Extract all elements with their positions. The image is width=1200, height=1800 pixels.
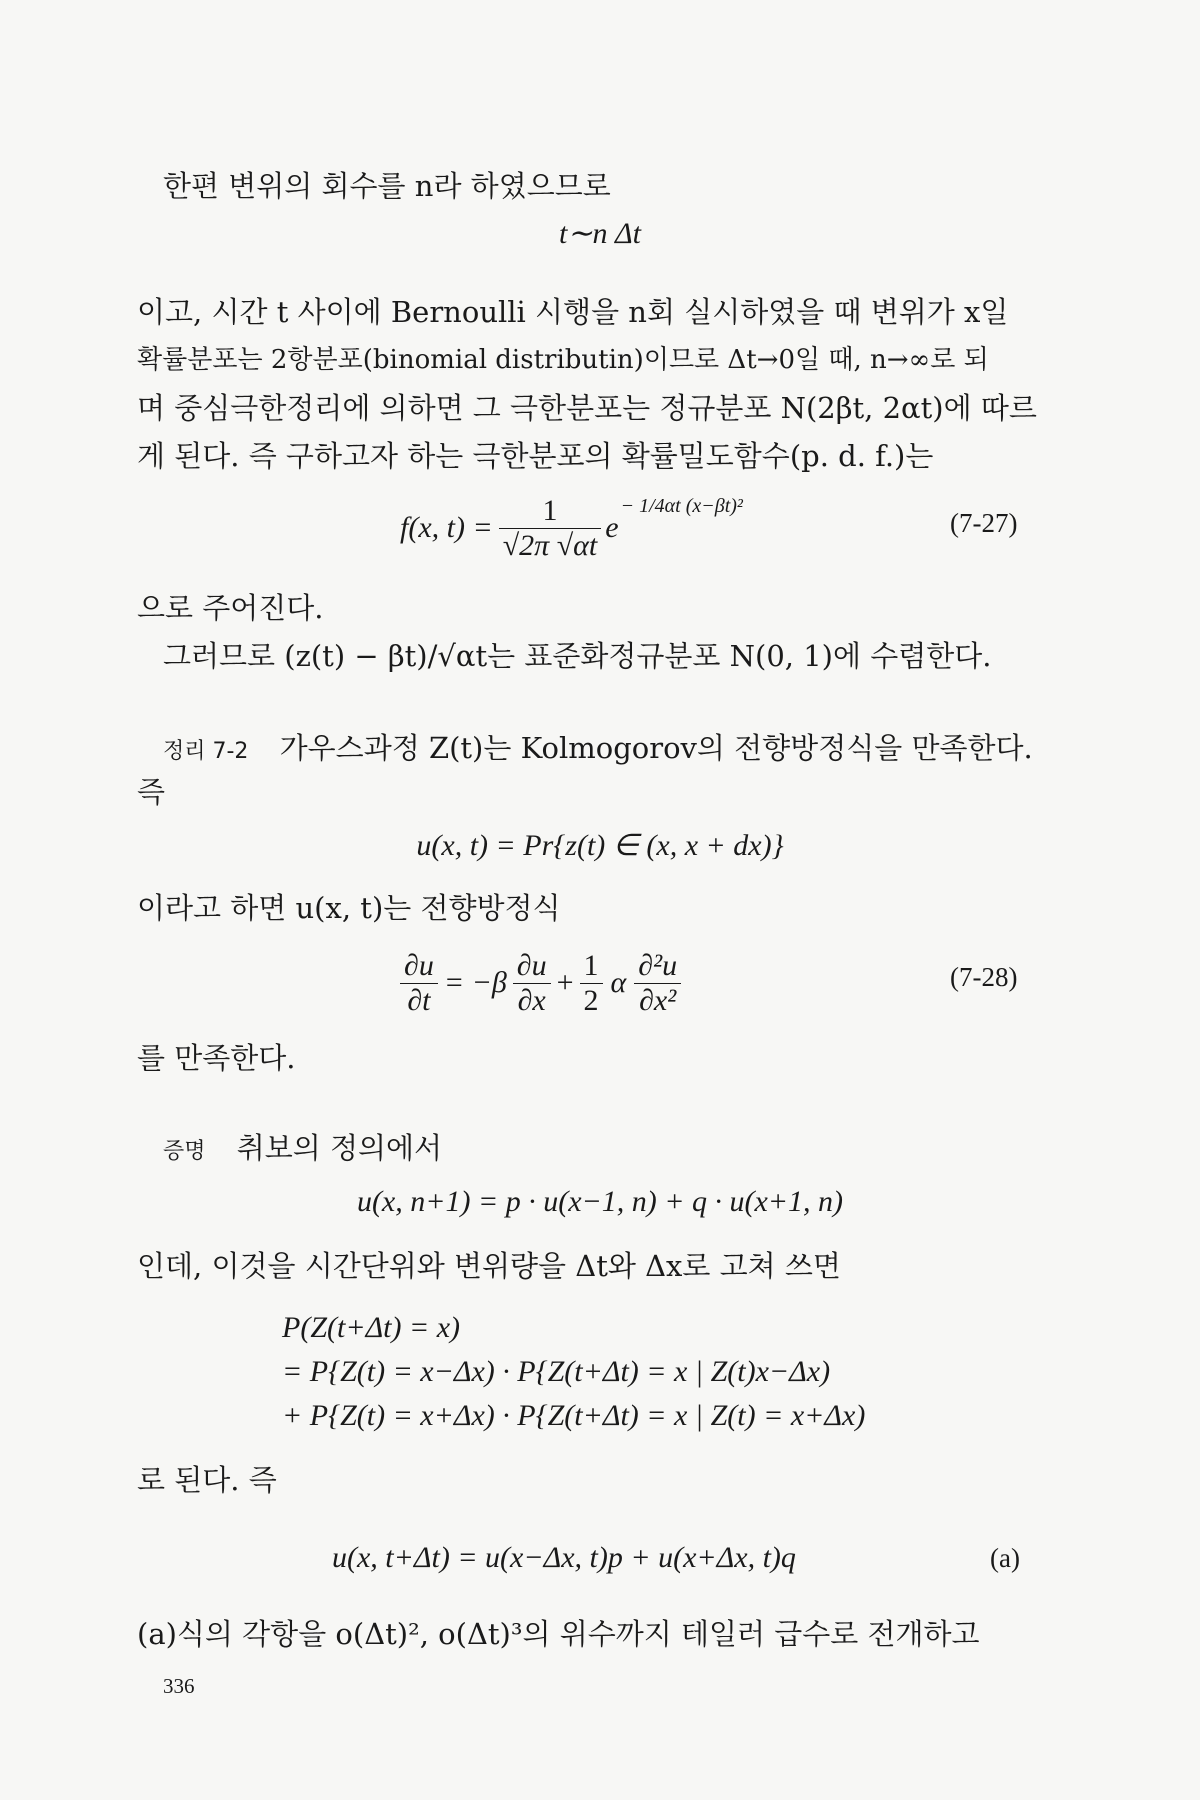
equation-prob-line-3: + P{Z(t) = x+Δx) · P{Z(t+Δt) = x | Z(t) = x+Δx) bbox=[282, 1399, 866, 1432]
eq28-term1-numerator: ∂u bbox=[513, 949, 551, 984]
eq27-exponent: − 1/4αt (x−βt)² bbox=[620, 494, 743, 517]
eq28-lhs-fraction bbox=[400, 949, 438, 1018]
paragraph-5: 이라고 하면 u(x, t)는 전향방정식 bbox=[137, 891, 561, 925]
eq27-exp-base: e bbox=[605, 511, 619, 544]
equation-number-a: (a) bbox=[990, 1543, 1020, 1573]
equation-number-7-27: (7-27) bbox=[950, 508, 1018, 538]
theorem-text: 가우스과정 Z(t)는 Kolmogorov의 전향방정식을 만족한다. bbox=[279, 731, 1033, 765]
eq28-term1-denominator: ∂x bbox=[517, 983, 546, 1017]
paragraph-2-line-1: 이고, 시간 t 사이에 Bernoulli 시행을 n회 실시하였을 때 변위가 x일 bbox=[137, 295, 1009, 329]
eq28-alpha: α bbox=[610, 966, 627, 999]
paragraph-2-line-3: 며 중심극한정리에 의하면 그 극한분포는 정규분포 N(2βt, 2αt)에 따르 bbox=[137, 391, 1037, 425]
eq28-lhs-denominator: ∂t bbox=[407, 983, 431, 1017]
eq27-denominator: √2π √αt bbox=[502, 528, 598, 562]
eq28-term1-fraction bbox=[513, 949, 551, 1018]
eq28-lhs-numerator: ∂u bbox=[400, 949, 438, 984]
proof-text: 취보의 정의에서 bbox=[236, 1131, 443, 1165]
paragraph-3: 으로 주어진다. bbox=[137, 591, 324, 625]
eq28-term2-fraction bbox=[634, 949, 681, 1018]
eq28-term2-denominator: ∂x² bbox=[639, 983, 677, 1017]
eq27-numerator: 1 bbox=[499, 494, 602, 529]
paragraph-2-line-2: 확률분포는 2항분포(binomial distributin)이므로 Δt→0일 때, n→∞로 되 bbox=[137, 345, 989, 375]
equation-7-28 bbox=[400, 938, 681, 1028]
equation-a: u(x, t+Δt) = u(x−Δx, t)p + u(x+Δx, t)q bbox=[332, 1541, 796, 1574]
eq28-term2-numerator: ∂²u bbox=[634, 949, 681, 984]
equation-number-7-28: (7-28) bbox=[950, 962, 1018, 992]
proof-label: 증명 bbox=[163, 1139, 206, 1164]
paragraph-7: 인데, 이것을 시간단위와 변위량을 Δt와 Δx로 고쳐 쓰면 bbox=[137, 1249, 841, 1283]
theorem-text-2: 즉 bbox=[137, 775, 166, 809]
equation-t-approx: t∼n Δt bbox=[559, 217, 641, 250]
eq28-half-denominator: 2 bbox=[583, 983, 599, 1017]
eq28-equals-beta: = −β bbox=[443, 966, 507, 999]
eq28-half-fraction bbox=[580, 949, 603, 1018]
theorem-label: 정리 7-2 bbox=[163, 739, 249, 764]
eq27-lhs: f(x, t) = bbox=[400, 511, 493, 544]
eq27-fraction bbox=[499, 494, 602, 563]
paragraph-9: (a)식의 각항을 o(Δt)², o(Δt)³의 위수까지 테일러 급수로 전개하고 bbox=[137, 1617, 980, 1651]
equation-recursion: u(x, n+1) = p · u(x−1, n) + q · u(x+1, n) bbox=[356, 1185, 844, 1218]
eq28-plus: + bbox=[556, 966, 574, 999]
paragraph-8: 로 된다. 즉 bbox=[137, 1463, 277, 1497]
equation-prob-line-1: P(Z(t+Δt) = x) bbox=[282, 1311, 461, 1344]
paragraph-4: 그러므로 (z(t) − βt)/√αt는 표준화정규분포 N(0, 1)에 수렴한다. bbox=[163, 639, 992, 673]
equation-u-definition: u(x, t) = Pr{z(t) ∈ (x, x + dx)} bbox=[416, 829, 784, 862]
paragraph-6: 를 만족한다. bbox=[137, 1041, 296, 1075]
paragraph-1: 한편 변위의 회수를 n라 하였으므로 bbox=[163, 169, 611, 203]
theorem-line bbox=[163, 728, 1033, 772]
eq28-half-numerator: 1 bbox=[580, 949, 603, 984]
proof-line bbox=[163, 1128, 442, 1172]
equation-prob-line-2: = P{Z(t) = x−Δx) · P{Z(t+Δt) = x | Z(t)x−Δx) bbox=[282, 1355, 831, 1388]
page-number: 336 bbox=[163, 1674, 195, 1698]
equation-7-27 bbox=[400, 488, 743, 568]
paragraph-2-line-4: 게 된다. 즉 구하고자 하는 극한분포의 확률밀도함수(p. d. f.)는 bbox=[137, 439, 934, 473]
